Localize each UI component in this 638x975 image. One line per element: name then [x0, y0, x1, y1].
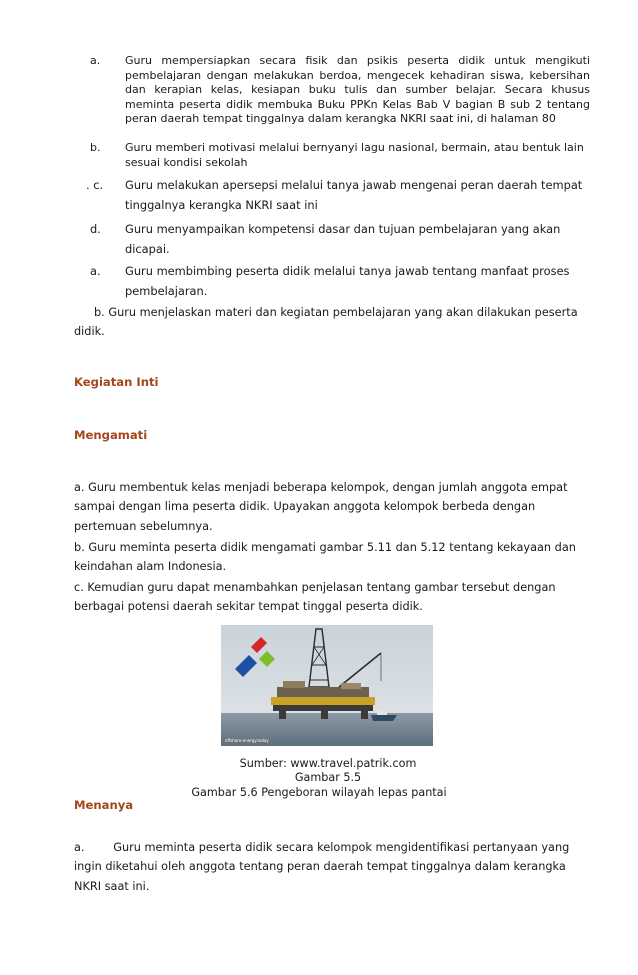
- list-text: Guru memberi motivasi melalui bernyanyi lagu nasional, bermain, atau bentuk lain sesuai kondisi sekolah: [125, 141, 584, 169]
- list-marker: a.: [90, 54, 101, 67]
- figure-number: Gambar 5.5: [294, 771, 362, 784]
- list-text: Guru melakukan apersepsi melalui tanya jawab mengenai peran daerah tempat tinggalnya kerangka NKRI saat ini: [125, 178, 583, 212]
- list-marker: . c.: [86, 178, 104, 192]
- list-item-b1: [90, 141, 590, 170]
- offshore-rig-photo: [221, 625, 433, 746]
- figure-caption: Gambar 5.6 Pengeboran wilayah lepas pantai: [191, 786, 447, 799]
- figure-source: Sumber: www.travel.patrik.com: [239, 757, 417, 770]
- list-item-c: [86, 176, 590, 215]
- mengamati-paragraph-c: c. Kemudian guru dapat menambahkan penjelasan tentang gambar tersebut dengan berbagai potensi daerah sekitar tempat tinggal peserta didik.: [74, 581, 556, 614]
- offshore-rig-illustration: [221, 625, 433, 746]
- list-marker: b.: [90, 141, 101, 154]
- heading-menanya: Menanya: [74, 798, 134, 812]
- list-marker: a.: [90, 264, 101, 278]
- list-item-a1: [90, 54, 590, 127]
- mengamati-paragraph-b: b. Guru meminta peserta didik mengamati gambar 5.11 dan 5.12 tentang kekayaan dan keindahan alam Indonesia.: [74, 541, 576, 574]
- list-text: Guru menyampaikan kompetensi dasar dan tujuan pembelajaran yang akan dicapai.: [125, 222, 561, 256]
- menanya-paragraph-a: a. Guru meminta peserta didik secara kelompok mengidentifikasi pertanyaan yang ingin diketahui oleh anggota tentang peran daerah tempat tinggalnya dalam kerangka NKRI saat ini.: [74, 841, 573, 893]
- list-text: Guru mempersiapkan secara fisik dan psikis peserta didik untuk mengikuti pembelajaran dengan melakukan berdoa, mengecek kehadiran siswa, kebersihan dan kerapian kelas, kesiapan buku tulis dan sumber belajar. Secara khusus meminta peserta didik membuka Buku PPKn Kelas Bab V bagian B sub 2 tentang peran daerah tempat tinggalnya dalam kerangka NKRI saat ini, di halaman 80: [125, 54, 590, 126]
- photo-watermark: offshore-energy.today: [225, 738, 269, 743]
- heading-kegiatan-inti: Kegiatan Inti: [74, 375, 159, 389]
- list-text: Guru membimbing peserta didik melalui tanya jawab tentang manfaat proses pembelajaran.: [125, 264, 570, 298]
- heading-mengamati: Mengamati: [74, 428, 148, 442]
- list-item-d: [90, 220, 590, 259]
- closing-paragraph: b. Guru menjelaskan materi dan kegiatan pembelajaran yang akan dilakukan peserta didik.: [74, 306, 578, 339]
- list-item-a2: [90, 262, 590, 301]
- mengamati-paragraph-a: a. Guru membentuk kelas menjadi beberapa kelompok, dengan jumlah anggota empat sampai dengan lima peserta didik. Upayakan anggota kelompok berbeda dengan pertemuan sebelumnya.: [74, 481, 568, 533]
- list-marker: d.: [90, 222, 101, 236]
